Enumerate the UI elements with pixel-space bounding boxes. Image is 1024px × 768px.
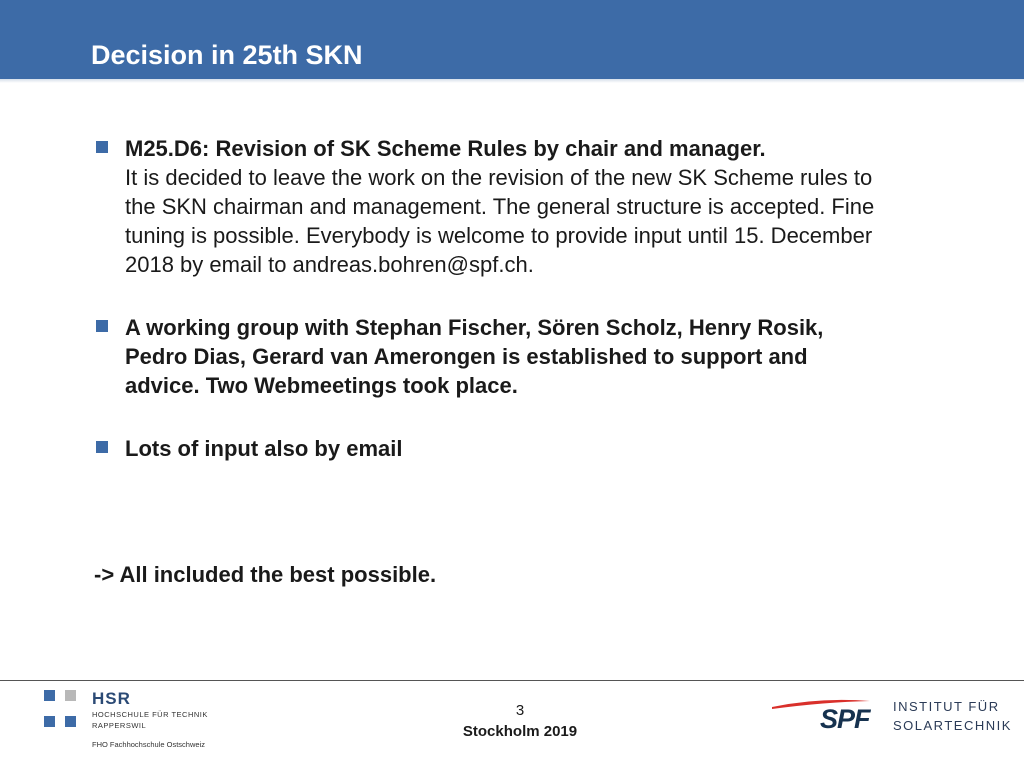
hsr-logo-square-icon [44, 690, 55, 701]
hsr-logo-line1: HOCHSCHULE FÜR TECHNIK [92, 710, 208, 719]
hsr-logo-line3: FHO Fachhochschule Ostschweiz [92, 740, 205, 749]
bullet-line: 2018 by email to andreas.bohren@spf.ch. [125, 252, 534, 277]
bullet-text [125, 434, 975, 463]
bullet-square-icon [96, 141, 108, 153]
hsr-logo [44, 690, 244, 752]
header-bar [0, 0, 1024, 79]
spf-logo-name: SPF [820, 704, 870, 734]
bullet-square-icon [96, 320, 108, 332]
footer-divider [0, 680, 1024, 681]
hsr-logo-name: HSR [92, 689, 131, 708]
footer-location: Stockholm 2019 [462, 723, 578, 740]
bullet-text [125, 134, 975, 279]
hsr-logo-square-icon [65, 690, 76, 701]
spf-logo-line2: SOLARTECHNIK [893, 718, 1012, 733]
bullet-line: It is decided to leave the work on the revision of the new SK Scheme rules to [125, 165, 873, 190]
bullet-line: the SKN chairman and management. The general structure is accepted. Fine [125, 194, 875, 219]
bullet-line: A working group with Stephan Fischer, Sören Scholz, Henry Rosik, [125, 315, 824, 340]
spf-logo-line1: INSTITUT FÜR [893, 699, 1000, 714]
slide-title: Decision in 25th SKN [91, 40, 363, 70]
bullet-text [125, 313, 975, 400]
bullet-line: tuning is possible. Everybody is welcome to provide input until 15. December [125, 223, 873, 248]
bullet-line: advice. Two Webmeetings took place. [125, 373, 518, 398]
page-number: 3 [515, 702, 525, 719]
hsr-logo-square-icon [65, 716, 76, 727]
bullet-heading: M25.D6: Revision of SK Scheme Rules by chair and manager. [125, 136, 766, 161]
bullet-line: Pedro Dias, Gerard van Amerongen is established to support and [125, 344, 808, 369]
bullet-square-icon [96, 441, 108, 453]
hsr-logo-square-icon [44, 716, 55, 727]
conclusion-text: -> All included the best possible. [94, 562, 437, 587]
bullet-line: Lots of input also by email [125, 436, 403, 461]
hsr-logo-line2: RAPPERSWIL [92, 721, 147, 730]
spf-logo [770, 695, 1020, 745]
header-divider [0, 79, 1024, 83]
